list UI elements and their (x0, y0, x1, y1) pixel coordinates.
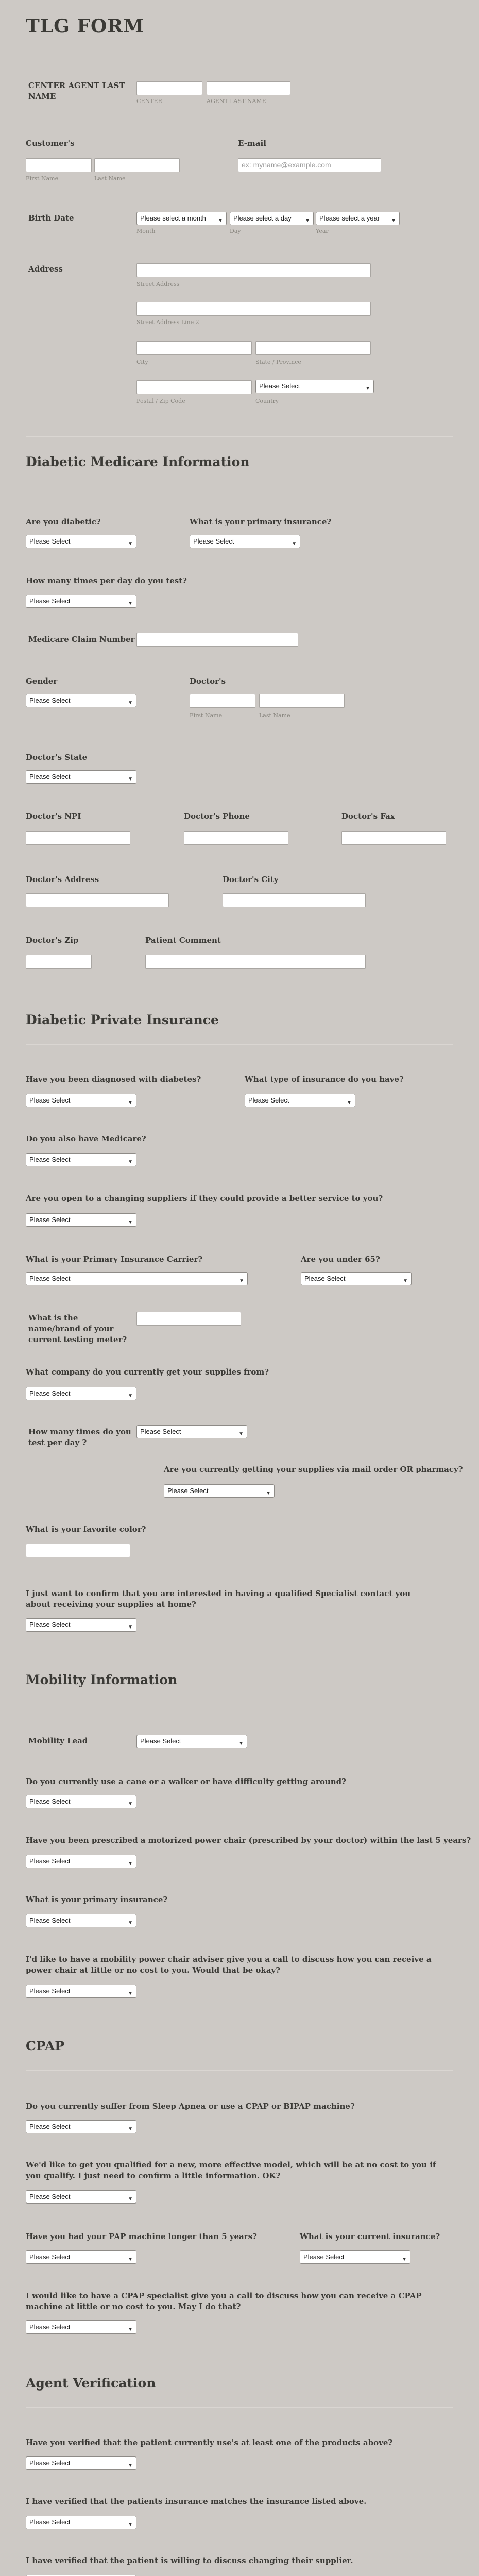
street-sublabel: Street Address (136, 281, 180, 287)
chevron-down-icon: ▼ (391, 218, 396, 224)
email-label: E-mail (238, 139, 266, 148)
birth-year-sublabel: Year (316, 228, 329, 234)
gender-value: Please Select (29, 697, 71, 704)
favorite-color-input[interactable] (26, 1544, 130, 1557)
customer-last-sublabel: Last Name (94, 175, 126, 182)
birth-date-label: Birth Date (28, 213, 74, 223)
chevron-down-icon: ▼ (128, 1920, 133, 1926)
diagnosed-select[interactable] (26, 1094, 136, 1107)
doctor-state-label: Doctor's State (26, 753, 88, 762)
chevron-down-icon: ▼ (347, 1100, 352, 1106)
carrier-label: What is your Primary Insurance Carrier? (26, 1255, 203, 1264)
doctor-phone-label: Doctor's Phone (184, 811, 250, 821)
under65-value: Please Select (304, 1275, 346, 1282)
country-sublabel: Country (255, 398, 279, 404)
chevron-down-icon: ▼ (128, 1219, 133, 1225)
gender-select[interactable] (26, 694, 136, 707)
chevron-down-icon: ▼ (128, 1801, 133, 1807)
section-medicare-title: Diabetic Medicare Information (26, 454, 250, 469)
diagnosed-label: Have you been diagnosed with diabetes? (26, 1075, 201, 1084)
chevron-down-icon: ▼ (128, 541, 133, 547)
times-test-value: Please Select (29, 597, 71, 605)
state-sublabel: State / Province (255, 359, 301, 365)
mobility-lead-label: Mobility Lead (28, 1736, 88, 1745)
prescribed-label: Have you been prescribed a motorized power chair (prescribed by your doctor) within the last 5 years? (26, 1836, 471, 1845)
mobility-lead-select[interactable] (136, 1735, 247, 1748)
country-value: Please Select (259, 382, 300, 390)
longer5-label: Have you had your PAP machine longer than 5 years? (26, 2232, 257, 2241)
cane-label: Do you currently use a cane or a walker or have difficulty getting around? (26, 1777, 346, 1786)
customer-first-sublabel: First Name (26, 175, 59, 182)
chevron-down-icon: ▼ (238, 1431, 244, 1437)
primary-insurance-select[interactable] (190, 535, 300, 548)
mobility-insurance-select[interactable] (26, 1914, 136, 1927)
primary-insurance-value: Please Select (193, 537, 234, 545)
doctor-last-input[interactable] (259, 694, 345, 708)
state-input[interactable] (255, 341, 371, 355)
doctor-fax-input[interactable] (341, 831, 446, 845)
cane-select[interactable] (26, 1795, 136, 1808)
gender-label: Gender (26, 676, 58, 686)
customer-last-input[interactable] (94, 158, 180, 172)
doctor-address-input[interactable] (26, 893, 169, 907)
mail-order-label: Are you currently getting your supplies via mail order OR pharmacy? (164, 1465, 463, 1474)
prescribed-select[interactable] (26, 1855, 136, 1868)
primary-insurance-label: What is your primary insurance? (190, 517, 332, 527)
email-input[interactable]: ex: myname@example.com (238, 158, 381, 172)
section-private-title: Diabetic Private Insurance (26, 1012, 219, 1027)
also-medicare-select[interactable] (26, 1153, 136, 1166)
verify-willing-label: I have verified that the patient is willing to discuss changing their supplier. (26, 2556, 353, 2565)
meter-label: What is the name/brand of your current testing meter? (28, 1313, 127, 1344)
times-test-label: How many times per day do you test? (26, 576, 187, 585)
verify-insurance-select[interactable] (26, 2516, 136, 2529)
agent-center-sublabel: CENTER (136, 98, 162, 105)
cpap-specialist-value: Please Select (29, 2323, 71, 2331)
favorite-color-label: What is your favorite color? (26, 1524, 146, 1534)
agent-label: CENTER AGENT LAST NAME (28, 81, 125, 101)
agent-center-input[interactable] (136, 81, 202, 95)
current-insurance-label: What is your current insurance? (300, 2232, 440, 2241)
mail-order-select[interactable] (164, 1484, 275, 1498)
insurance-type-select[interactable] (245, 1094, 355, 1107)
chevron-down-icon: ▼ (128, 1393, 133, 1399)
current-insurance-select[interactable] (300, 2250, 410, 2264)
country-select[interactable] (255, 380, 374, 393)
cane-value: Please Select (29, 1798, 71, 1805)
chevron-down-icon: ▼ (403, 1278, 408, 1284)
mail-order-value: Please Select (167, 1487, 209, 1495)
supplies-company-value: Please Select (29, 1389, 71, 1397)
mobility-insurance-label: What is your primary insurance? (26, 1895, 168, 1904)
longer5-select[interactable] (26, 2250, 136, 2264)
birth-month-sublabel: Month (136, 228, 156, 234)
doctor-first-sublabel: First Name (190, 712, 223, 719)
verify-products-value: Please Select (29, 2459, 71, 2467)
qualified-select[interactable] (26, 2190, 136, 2204)
chevron-down-icon: ▼ (128, 1861, 133, 1867)
carrier-value: Please Select (29, 1275, 71, 1282)
insurance-type-value: Please Select (248, 1096, 289, 1104)
birth-month-value: Please select a month (140, 214, 206, 222)
chevron-down-icon: ▼ (128, 2522, 133, 2528)
agent-last-sublabel: AGENT LAST NAME (207, 98, 266, 105)
doctor-phone-input[interactable] (184, 831, 288, 845)
chevron-down-icon: ▼ (239, 1278, 244, 1284)
insurance-type-label: What type of insurance do you have? (245, 1075, 404, 1084)
birth-day-value: Please select a day (233, 214, 292, 222)
chevron-down-icon: ▼ (128, 1624, 133, 1630)
times-day-select[interactable] (136, 1425, 247, 1438)
street2-input[interactable] (136, 302, 371, 316)
verify-insurance-value: Please Select (29, 2518, 71, 2526)
diabetic-value: Please Select (29, 537, 71, 545)
chevron-down-icon: ▼ (365, 386, 370, 392)
doctor-fax-label: Doctor's Fax (341, 811, 395, 821)
section-verification-title: Agent Verification (26, 2376, 156, 2391)
mobility-lead-value: Please Select (140, 1737, 181, 1745)
meter-input[interactable] (136, 1312, 241, 1326)
also-medicare-label: Do you also have Medicare? (26, 1134, 146, 1143)
doctor-last-sublabel: Last Name (259, 712, 290, 719)
agent-last-name-input[interactable] (207, 81, 290, 95)
chevron-down-icon: ▼ (218, 218, 223, 224)
chevron-down-icon: ▼ (128, 1100, 133, 1106)
doctor-npi-input[interactable] (26, 831, 130, 845)
patient-comment-input[interactable] (145, 955, 366, 969)
supplies-company-select[interactable] (26, 1387, 136, 1400)
divider (26, 2407, 453, 2408)
confirm-value: Please Select (29, 1621, 71, 1629)
verify-products-select[interactable] (26, 2456, 136, 2470)
doctor-first-input[interactable] (190, 694, 255, 708)
form-title: TLG FORM (26, 15, 145, 37)
address-label: Address (28, 264, 63, 274)
cpap-specialist-select[interactable] (26, 2320, 136, 2334)
qualified-label: We'd like to get you qualified for a new, more effective model, which will be at no cost to you if you qualify. I just need to confirm a little information. OK? (26, 2160, 436, 2180)
chevron-down-icon: ▼ (128, 601, 133, 606)
street2-sublabel: Street Address Line 2 (136, 319, 199, 326)
apnea-value: Please Select (29, 2123, 71, 2130)
confirm-select[interactable] (26, 1618, 136, 1632)
cpap-specialist-label: I would like to have a CPAP specialist give you a call to discuss how you can receive a CPAP machine at little or no cost to you. May I do that? (26, 2291, 422, 2311)
also-medicare-value: Please Select (29, 1156, 71, 1163)
diabetic-select[interactable] (26, 535, 136, 548)
diabetic-label: Are you diabetic? (26, 517, 101, 527)
supplies-company-label: What company do you currently get your supplies from? (26, 1367, 269, 1377)
birth-day-select[interactable] (230, 212, 314, 225)
mobility-insurance-value: Please Select (29, 1917, 71, 1924)
open-change-select[interactable] (26, 1213, 136, 1227)
mobility-adviser-select[interactable] (26, 1985, 136, 1998)
under65-label: Are you under 65? (301, 1255, 380, 1264)
chevron-down-icon: ▼ (305, 218, 310, 224)
section-mobility-title: Mobility Information (26, 1672, 178, 1687)
doctor-city-label: Doctor's City (223, 875, 279, 884)
medicare-claim-label: Medicare Claim Number (28, 635, 135, 644)
apnea-select[interactable] (26, 2120, 136, 2133)
divider (26, 1044, 453, 1045)
doctor-address-label: Doctor's Address (26, 875, 99, 884)
zip-input[interactable] (136, 380, 252, 394)
confirm-label: I just want to confirm that you are interested in having a qualified Specialist contact you about receiving your supplies at home? (26, 1589, 411, 1609)
chevron-down-icon: ▼ (128, 2196, 133, 2202)
divider (26, 436, 453, 437)
chevron-down-icon: ▼ (128, 2126, 133, 2132)
chevron-down-icon: ▼ (292, 541, 297, 547)
chevron-down-icon: ▼ (402, 2257, 407, 2262)
chevron-down-icon: ▼ (238, 1741, 244, 1747)
times-day-label: How many times do you test per day ? (28, 1427, 131, 1447)
doctor-state-select[interactable] (26, 770, 136, 784)
times-day-value: Please Select (140, 1428, 181, 1435)
city-sublabel: City (136, 359, 148, 365)
diagnosed-value: Please Select (29, 1096, 71, 1104)
mobility-adviser-label: I'd like to have a mobility power chair adviser give you a call to discuss how you can receive a power chair at little or no cost to you. Would that be okay? (26, 1955, 432, 1975)
carrier-select[interactable] (26, 1272, 248, 1285)
doctor-zip-label: Doctor's Zip (26, 936, 79, 945)
chevron-down-icon: ▼ (128, 776, 133, 782)
chevron-down-icon: ▼ (266, 1490, 271, 1496)
verify-products-label: Have you verified that the patient currently use's at least one of the products above? (26, 2438, 393, 2447)
doctor-city-input[interactable] (223, 893, 366, 907)
birth-month-select[interactable] (136, 212, 227, 225)
chevron-down-icon: ▼ (128, 1991, 133, 1996)
birth-day-sublabel: Day (230, 228, 241, 234)
chevron-down-icon: ▼ (128, 1159, 133, 1165)
divider (26, 2070, 453, 2071)
customer-first-input[interactable] (26, 158, 92, 172)
chevron-down-icon: ▼ (128, 2463, 133, 2468)
zip-sublabel: Postal / Zip Code (136, 398, 185, 404)
doctor-npi-label: Doctor's NPI (26, 811, 81, 821)
chevron-down-icon: ▼ (128, 2327, 133, 2332)
prescribed-value: Please Select (29, 1857, 71, 1865)
birth-year-select[interactable] (316, 212, 400, 225)
under65-select[interactable] (301, 1272, 412, 1285)
doctor-zip-input[interactable] (26, 955, 92, 969)
current-insurance-value: Please Select (303, 2253, 345, 2261)
apnea-label: Do you currently suffer from Sleep Apnea or use a CPAP or BIPAP machine? (26, 2102, 355, 2111)
doctor-state-value: Please Select (29, 773, 71, 781)
verify-insurance-label: I have verified that the patients insurance matches the insurance listed above. (26, 2497, 367, 2506)
doctor-label: Doctor's (190, 676, 226, 686)
times-test-select[interactable] (26, 595, 136, 608)
street-input[interactable] (136, 263, 371, 277)
patient-comment-label: Patient Comment (145, 936, 221, 945)
customer-label: Customer's (26, 139, 75, 148)
mobility-adviser-value: Please Select (29, 1987, 71, 1995)
city-input[interactable] (136, 341, 252, 355)
chevron-down-icon: ▼ (128, 2257, 133, 2262)
medicare-claim-input[interactable] (136, 633, 298, 647)
longer5-value: Please Select (29, 2253, 71, 2261)
chevron-down-icon: ▼ (128, 700, 133, 706)
open-change-value: Please Select (29, 1216, 71, 1224)
open-change-label: Are you open to a changing suppliers if they could provide a better service to you? (26, 1194, 383, 1203)
section-cpap-title: CPAP (26, 2039, 65, 2054)
birth-year-value: Please select a year (319, 214, 380, 222)
qualified-value: Please Select (29, 2193, 71, 2200)
